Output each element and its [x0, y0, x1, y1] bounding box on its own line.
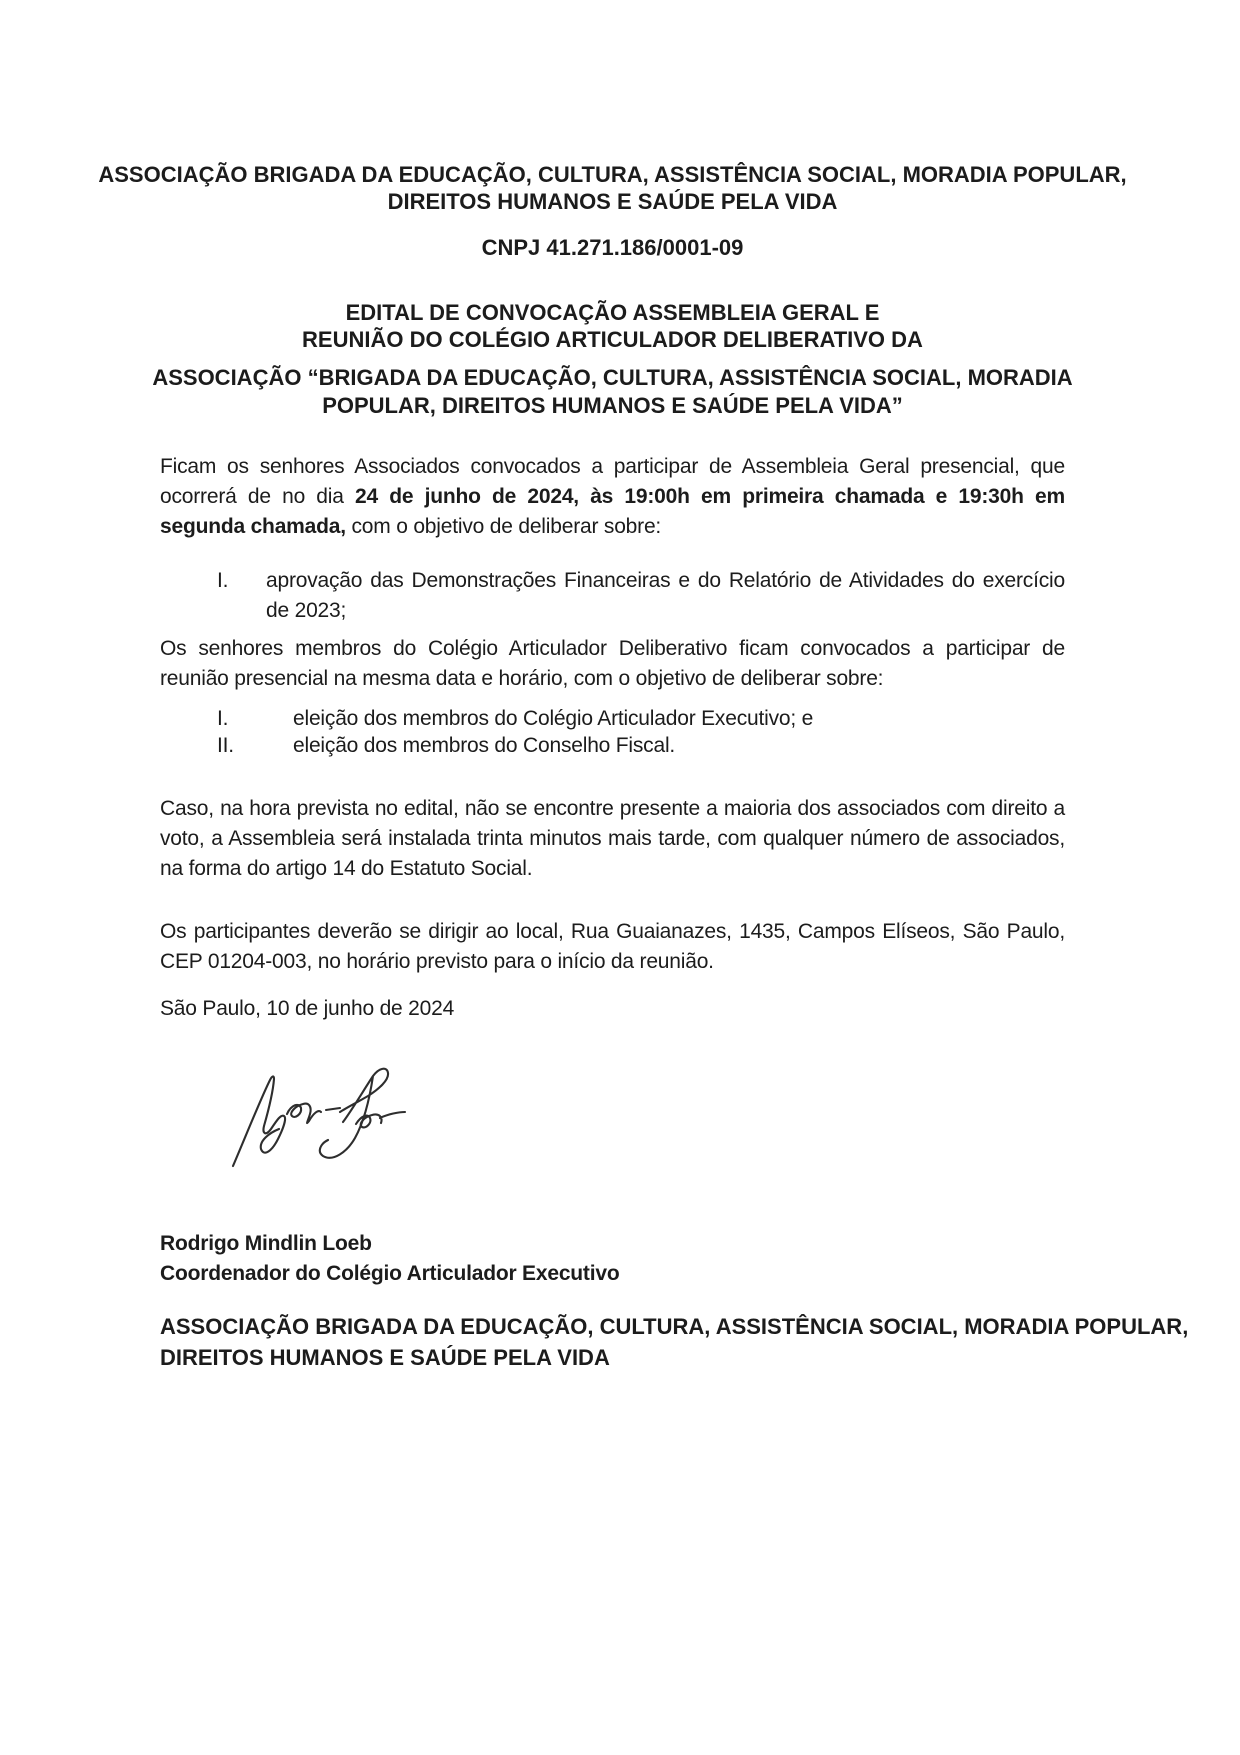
- agenda-colegiado-list: [160, 705, 1065, 759]
- footer-org-line-2: DIREITOS HUMANOS E SAÚDE PELA VIDA: [160, 1345, 610, 1370]
- signature-stroke: [320, 1069, 388, 1158]
- edital-title-line-1: EDITAL DE CONVOCAÇÃO ASSEMBLEIA GERAL E: [345, 300, 880, 325]
- edital-title-line-2: REUNIÃO DO COLÉGIO ARTICULADOR DELIBERATIVO DA: [302, 327, 923, 352]
- signature-stroke: [233, 1076, 285, 1166]
- signature-svg: [225, 1058, 410, 1173]
- signatory-name: Rodrigo Mindlin Loeb: [160, 1232, 372, 1255]
- signature-image: [225, 1058, 410, 1173]
- cnpj-line: CNPJ 41.271.186/0001-09: [481, 235, 744, 260]
- paragraph-convocacao-colegio: Os senhores membros do Colégio Articulador Deliberativo ficam convocados a participar de reunião presencial na mesma data e horário, com o objetivo de deliberar sobre:: [160, 637, 1065, 690]
- signature-stroke: [287, 1104, 340, 1123]
- signatory-role: Coordenador do Colégio Articulador Executivo: [160, 1262, 620, 1285]
- paragraph-endereco: Os participantes deverão se dirigir ao local, Rua Guaianazes, 1435, Campos Elíseos, São Paulo, CEP 01204-003, no horário previsto para o início da reunião.: [160, 920, 1065, 973]
- list-item-text: aprovação das Demonstrações Financeiras e do Relatório de Atividades do exercício de 2023;: [266, 569, 1065, 622]
- association-subtitle-line-1: ASSOCIAÇÃO “BRIGADA DA EDUCAÇÃO, CULTURA, ASSISTÊNCIA SOCIAL, MORADIA: [152, 365, 1073, 390]
- dateline: São Paulo, 10 de junho de 2024: [160, 997, 455, 1020]
- signatory-block: [160, 1229, 1065, 1289]
- agenda-assembleia-list: [160, 566, 1065, 626]
- signature-stroke: [356, 1112, 405, 1127]
- list-item-numeral: I.: [217, 707, 229, 730]
- footer-org-name: [160, 1311, 1189, 1373]
- org-name-line-1: ASSOCIAÇÃO BRIGADA DA EDUCAÇÃO, CULTURA, ASSISTÊNCIA SOCIAL, MORADIA POPULAR,: [98, 162, 1127, 187]
- paragraph-1-pre: Ficam os senhores Associados convocados a participar de Assembleia Geral presencial, que ocorrerá de no dia: [160, 455, 1065, 508]
- list-item-numeral: II.: [217, 734, 234, 757]
- paragraph-1-post: com o objetivo de deliberar sobre:: [345, 515, 662, 538]
- paragraph-quorum: Caso, na hora prevista no edital, não se encontre presente a maioria dos associados com direito a voto, a Assembleia será instalada trinta minutos mais tarde, com qualquer número de associados, na forma do artigo 14 do Estatuto Social.: [160, 797, 1065, 880]
- list-item-text: eleição dos membros do Conselho Fiscal.: [293, 734, 676, 757]
- list-item-text: eleição dos membros do Colégio Articulador Executivo; e: [293, 707, 814, 730]
- edital-title: [160, 299, 1065, 353]
- list-item: [160, 705, 1065, 732]
- association-subtitle: [152, 364, 1073, 420]
- paragraph-convocacao-assembleia: [160, 452, 1065, 542]
- list-item-numeral: I.: [217, 569, 229, 592]
- list-item: [160, 566, 1065, 626]
- paragraph-1-date-bold: 24 de junho de 2024, às 19:00h em primeira chamada e 19:30h em segunda chamada,: [160, 485, 1065, 538]
- footer-org-line-1: ASSOCIAÇÃO BRIGADA DA EDUCAÇÃO, CULTURA, ASSISTÊNCIA SOCIAL, MORADIA POPULAR,: [160, 1314, 1189, 1339]
- org-name-header: [98, 161, 1127, 215]
- association-subtitle-line-2: POPULAR, DIREITOS HUMANOS E SAÚDE PELA VIDA”: [322, 393, 903, 418]
- org-name-line-2: DIREITOS HUMANOS E SAÚDE PELA VIDA: [387, 189, 838, 214]
- list-item: [160, 732, 1065, 759]
